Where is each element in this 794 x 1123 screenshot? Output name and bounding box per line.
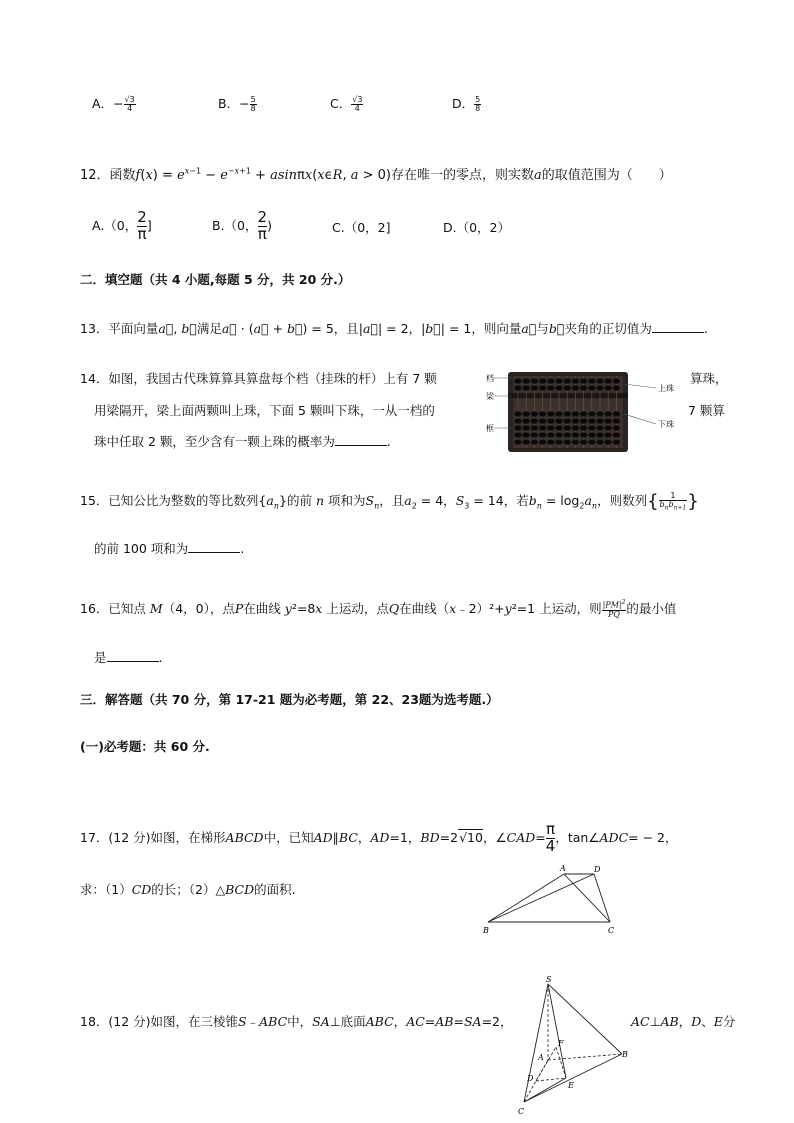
text: ⊥底面 bbox=[329, 1014, 366, 1029]
sign: − bbox=[113, 96, 124, 111]
denominator: 8 bbox=[250, 104, 256, 113]
fraction bbox=[474, 96, 481, 113]
vertex-a: A bbox=[560, 864, 566, 873]
lower-bead bbox=[531, 432, 538, 437]
fraction bbox=[250, 96, 257, 113]
option-label: A． bbox=[92, 96, 114, 111]
text: ，∠ bbox=[482, 829, 507, 845]
lower-bead bbox=[580, 432, 587, 437]
lower-bead bbox=[555, 432, 562, 437]
lower-bead bbox=[588, 418, 595, 423]
lower-bead bbox=[564, 425, 571, 430]
q14-line-2-tail: 7 颗算 bbox=[688, 403, 725, 418]
text: 18．(12 分)如图，在三棱锥 bbox=[80, 1014, 239, 1029]
lower-bead bbox=[539, 418, 546, 423]
upper-bead bbox=[523, 378, 530, 383]
lower-bead bbox=[523, 411, 530, 416]
q17-stem: 17．(12 分)如图，在梯形ABCD中，已知AD∥BC，AD=1，BD=2√10，∠CAD= $\frac{\pi}{4}$ ，tan∠ADC= − 2， bbox=[80, 820, 678, 855]
text: ， bbox=[678, 1014, 692, 1029]
fraction bbox=[351, 96, 363, 113]
lower-bead bbox=[539, 425, 546, 430]
lower-bead bbox=[564, 418, 571, 423]
upper-bead bbox=[523, 385, 530, 390]
text: =2， bbox=[481, 1014, 513, 1029]
q12-option-b bbox=[212, 210, 272, 243]
lower-bead bbox=[588, 425, 595, 430]
label-liang: 梁 bbox=[486, 392, 494, 401]
lower-bead bbox=[588, 432, 595, 437]
text: ， bbox=[357, 829, 371, 845]
text: ， bbox=[443, 493, 456, 508]
lower-bead bbox=[572, 439, 579, 444]
lower-bead bbox=[605, 425, 612, 430]
upper-bead bbox=[531, 385, 538, 390]
text: 的长；（2）△ bbox=[151, 882, 226, 897]
text: 满足 bbox=[196, 321, 222, 336]
text: ，且 bbox=[333, 321, 359, 336]
answer-blank bbox=[652, 320, 704, 333]
upper-bead bbox=[514, 385, 521, 390]
fraction: $\frac{|PM|^2}{PQ}$ bbox=[602, 599, 626, 619]
lower-bead bbox=[547, 411, 554, 416]
upper-bead bbox=[547, 378, 554, 383]
vertex-c: C bbox=[518, 1107, 525, 1116]
text: =1， bbox=[389, 829, 421, 845]
pyramid-figure bbox=[510, 972, 640, 1118]
vertex-c: C bbox=[608, 926, 615, 935]
text: 是 bbox=[94, 650, 107, 665]
text: 中， bbox=[287, 1014, 313, 1029]
section-3-heading: 三．解答题（共 70 分，第 17-21 题为必考题，第 22、23题为选考题.） bbox=[80, 692, 499, 707]
upper-bead bbox=[613, 378, 620, 383]
text: = bbox=[424, 1014, 436, 1029]
text: 中，已知 bbox=[263, 829, 314, 845]
text: ， bbox=[393, 1014, 407, 1029]
fraction bbox=[258, 210, 268, 243]
text: ，且 bbox=[379, 493, 405, 508]
numerator: √3 bbox=[352, 95, 363, 104]
text: . bbox=[158, 650, 163, 665]
upper-bead bbox=[564, 378, 571, 383]
text: 的前 100 项和为 bbox=[94, 541, 189, 556]
lower-bead bbox=[531, 425, 538, 430]
denominator: 8 bbox=[475, 104, 481, 113]
lower-bead bbox=[613, 418, 620, 423]
lower-bead bbox=[613, 425, 620, 430]
text: ，若 bbox=[503, 493, 529, 508]
vertex-d: D bbox=[527, 1074, 534, 1083]
answer-blank bbox=[188, 540, 240, 553]
text: ] bbox=[146, 217, 152, 233]
denominator: π bbox=[137, 224, 147, 243]
lower-bead bbox=[596, 439, 603, 444]
text: = bbox=[453, 1014, 464, 1029]
denominator: 4 bbox=[124, 104, 136, 113]
upper-bead bbox=[539, 378, 546, 383]
fraction bbox=[137, 210, 147, 243]
text: B.（0， bbox=[212, 217, 258, 233]
numerator: 2 bbox=[137, 208, 147, 226]
upper-bead bbox=[572, 378, 579, 383]
lower-bead bbox=[564, 439, 571, 444]
q11-option-b bbox=[218, 94, 257, 113]
fraction bbox=[546, 822, 556, 855]
upper-bead bbox=[605, 378, 612, 383]
upper-bead bbox=[596, 385, 603, 390]
lower-bead bbox=[555, 418, 562, 423]
answer-blank bbox=[107, 649, 159, 662]
denominator: 4 bbox=[545, 836, 556, 855]
q17-line-2: 求：（1）CD的长；（2）△BCD的面积. bbox=[80, 882, 296, 897]
text: 在曲线（ bbox=[399, 601, 450, 616]
lower-bead bbox=[605, 411, 612, 416]
numerator: π bbox=[546, 820, 556, 838]
lower-bead bbox=[572, 432, 579, 437]
lower-bead bbox=[531, 439, 538, 444]
text: A.（0， bbox=[92, 217, 138, 233]
lower-bead bbox=[523, 418, 530, 423]
upper-bead bbox=[531, 378, 538, 383]
numerator: √3 bbox=[124, 95, 135, 104]
lower-bead bbox=[514, 432, 521, 437]
abacus-figure bbox=[484, 366, 684, 456]
upper-bead bbox=[596, 378, 603, 383]
lower-bead bbox=[596, 432, 603, 437]
q14-line-2: 用梁隔开，梁上面两颗叫上珠，下面 5 颗叫下珠，一从一档的 bbox=[94, 403, 435, 418]
numerator: 5 bbox=[475, 95, 481, 104]
text: ﹣2）²+ bbox=[456, 601, 505, 616]
text: 12．函数 bbox=[80, 168, 136, 183]
answer-blank bbox=[335, 433, 387, 446]
fraction: $\frac{1}{b_nb_{n+1}}$ bbox=[659, 490, 687, 512]
fraction bbox=[124, 96, 136, 113]
lower-bead bbox=[605, 418, 612, 423]
lower-bead bbox=[539, 411, 546, 416]
text: ，tan∠ bbox=[555, 829, 600, 845]
text: = bbox=[535, 829, 546, 845]
text: ) bbox=[267, 217, 272, 233]
q12-option-c: C.（0，2] bbox=[332, 220, 391, 235]
upper-bead bbox=[580, 385, 587, 390]
lower-bead bbox=[613, 411, 620, 416]
q16-line-2 bbox=[94, 648, 163, 666]
text: 求：（1） bbox=[80, 882, 132, 897]
denominator: π bbox=[257, 224, 267, 243]
text: 项和为 bbox=[327, 493, 366, 508]
lower-bead bbox=[555, 411, 562, 416]
numerator: 2 bbox=[257, 208, 268, 226]
label-shangzhu: 上珠 bbox=[658, 384, 674, 393]
text: 珠中任取 2 颗，至少含有一颗上珠的概率为 bbox=[94, 434, 335, 449]
lower-bead bbox=[547, 432, 554, 437]
text: 分 bbox=[722, 1014, 736, 1029]
text: 17．(12 分)如图，在梯形 bbox=[80, 829, 226, 845]
vertex-d: D bbox=[594, 865, 601, 874]
lower-bead bbox=[588, 439, 595, 444]
lower-bead bbox=[531, 411, 538, 416]
text: 存在唯一的零点，则实数 bbox=[390, 168, 534, 183]
text: 的前 bbox=[286, 493, 312, 508]
q15-line-2 bbox=[94, 539, 244, 557]
text: ²=1 上运动，则 bbox=[511, 601, 602, 616]
lower-bead bbox=[547, 418, 554, 423]
text: . bbox=[386, 434, 391, 449]
upper-bead bbox=[580, 378, 587, 383]
vertex-e: E bbox=[568, 1081, 574, 1090]
text: 16．已知点 bbox=[80, 601, 146, 616]
text: 上运动，点 bbox=[326, 601, 389, 616]
lower-bead bbox=[523, 432, 530, 437]
lower-bead bbox=[514, 439, 521, 444]
lower-bead bbox=[523, 425, 530, 430]
text: 夹角的正切值为 bbox=[564, 321, 652, 336]
trapezoid-figure bbox=[480, 860, 620, 940]
lower-bead bbox=[572, 418, 579, 423]
lower-bead bbox=[555, 425, 562, 430]
vertex-b: B bbox=[622, 1050, 628, 1059]
lower-bead bbox=[613, 439, 620, 444]
lower-bead bbox=[613, 432, 620, 437]
text: ，则数列 bbox=[597, 493, 648, 508]
lower-bead bbox=[547, 425, 554, 430]
option-label: B． bbox=[218, 96, 240, 111]
sign: − bbox=[239, 96, 250, 111]
upper-bead bbox=[613, 385, 620, 390]
upper-bead bbox=[547, 385, 554, 390]
vertex-b: B bbox=[483, 926, 489, 935]
upper-bead bbox=[514, 378, 521, 383]
lower-bead bbox=[555, 439, 562, 444]
lower-bead bbox=[588, 411, 595, 416]
q14-line-1: 14．如图，我国古代珠算算具算盘每个档（挂珠的杆）上有 7 颗 bbox=[80, 371, 437, 386]
lower-bead bbox=[572, 425, 579, 430]
lower-bead bbox=[605, 439, 612, 444]
q11-option-a bbox=[92, 94, 136, 113]
text: 在曲线 bbox=[243, 601, 281, 616]
q14-line-3 bbox=[94, 432, 391, 450]
sqrt-radicand: 10 bbox=[467, 829, 483, 845]
text: 13．平面向量 bbox=[80, 321, 159, 336]
lower-bead bbox=[596, 425, 603, 430]
text: ，则向量 bbox=[471, 321, 522, 336]
text: =2 bbox=[439, 829, 459, 845]
lower-bead bbox=[539, 432, 546, 437]
vertex-a: A bbox=[538, 1053, 544, 1062]
text: . bbox=[703, 321, 708, 336]
q16-stem: 16．已知点 M（4，0），点P在曲线 y²=8x 上运动，点Q在曲线（x﹣2）²+y²=1 上运动，则 $\frac{|PM|^2}{PQ}$ 的最小值 bbox=[80, 599, 677, 619]
lower-bead bbox=[580, 411, 587, 416]
q15-stem: 15．已知公比为整数的等比数列$\{a_n\}$的前 n 项和为$S_n$，且$a_2 = 4$，$S_3 = 14$，若$b_n = \log_2a_n$，则数列{ $\frac{1}{b_nb_{n+1}}$ } bbox=[80, 490, 699, 512]
upper-bead bbox=[572, 385, 579, 390]
denominator: 4 bbox=[351, 104, 363, 113]
q14-line-1-tail: 算珠， bbox=[690, 371, 728, 386]
numerator: 5 bbox=[250, 95, 256, 104]
vertex-s: S bbox=[546, 975, 552, 984]
q18-stem-tail: AC⊥AB，D、E分 bbox=[631, 1014, 736, 1029]
text: 的面积. bbox=[254, 882, 296, 897]
text: 的最小值 bbox=[626, 601, 677, 616]
lower-bead bbox=[531, 418, 538, 423]
q12-stem: 12．函数$f(x) = e^{x-1} - e^{-x+1} + asin\pi x(x\epsilon R$, a > 0)存在唯一的零点，则实数a的取值范围为（ ） bbox=[80, 166, 672, 183]
lower-bead bbox=[564, 411, 571, 416]
upper-bead bbox=[555, 385, 562, 390]
lower-bead bbox=[514, 425, 521, 430]
lower-bead bbox=[514, 411, 521, 416]
q18-stem: 18．(12 分)如图，在三棱锥S﹣ABC中，SA⊥底面ABC，AC=AB=SA=2， bbox=[80, 1014, 513, 1029]
lower-bead bbox=[572, 411, 579, 416]
upper-bead bbox=[564, 385, 571, 390]
section-3-subheading: (一)必考题：共 60 分. bbox=[80, 739, 210, 754]
q11-option-c bbox=[330, 94, 363, 113]
option-label: D． bbox=[452, 96, 475, 111]
label-xiazhu: 下珠 bbox=[658, 420, 674, 429]
lower-bead bbox=[580, 425, 587, 430]
q12-option-a bbox=[92, 210, 152, 243]
label-dang: 档 bbox=[486, 374, 494, 383]
lower-bead bbox=[596, 411, 603, 416]
lower-bead bbox=[523, 439, 530, 444]
text: ²=8 bbox=[291, 601, 316, 616]
section-2-heading: 二．填空题（共 4 小题,每题 5 分，共 20 分.） bbox=[80, 272, 351, 287]
upper-bead bbox=[555, 378, 562, 383]
lower-bead bbox=[547, 439, 554, 444]
upper-bead bbox=[539, 385, 546, 390]
lower-bead bbox=[580, 418, 587, 423]
upper-bead bbox=[588, 378, 595, 383]
vertex-f: F bbox=[558, 1039, 564, 1048]
text: 、 bbox=[701, 1014, 714, 1029]
lower-bead bbox=[605, 432, 612, 437]
q13-stem: 13．平面向量a⃗, b⃗满足a⃗ · (a⃗ + b⃗) = 5，且|a⃗| = 2，|b⃗| = 1，则向量a⃗与b⃗夹角的正切值为 . bbox=[80, 321, 708, 336]
q11-option-d bbox=[452, 94, 481, 113]
upper-bead bbox=[605, 385, 612, 390]
upper-bead bbox=[588, 385, 595, 390]
text: ⊥ bbox=[649, 1014, 661, 1029]
text: （4，0），点 bbox=[162, 601, 235, 616]
label-kuang: 框 bbox=[486, 424, 494, 433]
lower-bead bbox=[514, 418, 521, 423]
lower-bead bbox=[564, 432, 571, 437]
text: 15．已知公比为整数的等比数列 bbox=[80, 493, 259, 508]
lower-bead bbox=[596, 418, 603, 423]
text: = − 2， bbox=[628, 829, 678, 845]
lower-bead bbox=[580, 439, 587, 444]
text: . bbox=[240, 541, 245, 556]
q12-option-d: D.（0，2） bbox=[443, 220, 511, 235]
text: 的取值范围为（ ） bbox=[541, 168, 672, 183]
lower-bead bbox=[539, 439, 546, 444]
option-label: C． bbox=[330, 96, 352, 111]
